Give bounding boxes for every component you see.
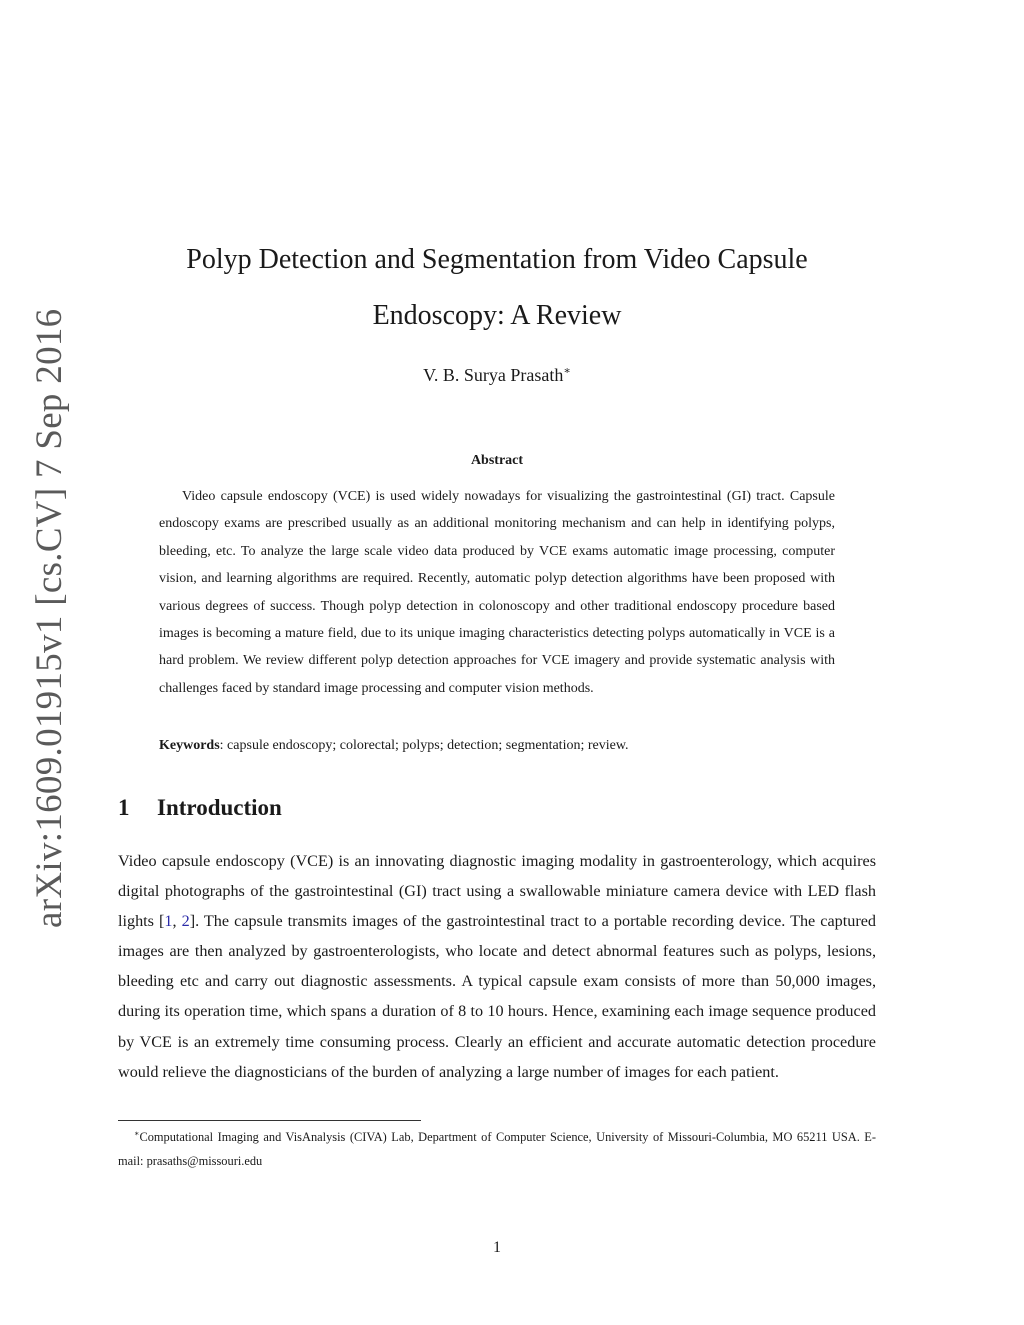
footnote-text: Computational Imaging and VisAnalysis (CIVA) Lab, Department of Computer Science, University of Missouri-Columbia, MO 65211 USA. E-mail: prasaths@missouri.edu xyxy=(118,1130,876,1168)
footnote-divider xyxy=(118,1120,421,1121)
intro-text-after-citation: ]. The capsule transmits images of the gastrointestinal tract to a portable recording device. The captured images are then analyzed by gastroenterologists, who locate and detect abnormal features such as polyps, lesions, bleeding etc and carry out diagnostic assessments. A typical capsule exam consists of more than 50,000 images, during its operation time, which spans a duration of 8 to 10 hours. Hence, examining each image sequence produced by VCE is an extremely time consuming process. Clearly an efficient and accurate automatic detection procedure would relieve the diagnosticians of the burden of analyzing a large number of images for each patient. xyxy=(118,912,877,1081)
arxiv-identifier-stamp: arXiv:1609.01915v1 [cs.CV] 7 Sep 2016 xyxy=(29,308,70,928)
paper-title xyxy=(0,232,994,344)
section-number: 1 xyxy=(118,795,130,820)
section-heading-introduction xyxy=(118,795,282,821)
footnote-marker: ∗ xyxy=(134,1129,140,1138)
introduction-paragraph xyxy=(118,846,876,1087)
title-line-1: Polyp Detection and Segmentation from Video Capsule xyxy=(186,244,808,275)
author-affiliation-footnote xyxy=(118,1122,876,1173)
author-line xyxy=(0,364,994,386)
author-name: V. B. Surya Prasath xyxy=(423,365,564,385)
citation-separator: , xyxy=(172,912,182,931)
title-line-2: Endoscopy: A Review xyxy=(372,300,622,331)
abstract-body: Video capsule endoscopy (VCE) is used widely nowadays for visualizing the gastrointestinal (GI) tract. Capsule endoscopy exams are prescribed usually as an additional monitoring mechanism and can help in identifying polyps, bleeding, etc. To analyze the large scale video data produced by VCE exams automatic image processing, computer vision, and learning algorithms are required. Recently, automatic polyp detection algorithms have been proposed with various degrees of success. Though polyp detection in colonoscopy and other traditional endoscopy procedure based images is becoming a mature field, due to its unique imaging characteristics detecting polyps automatically in VCE is a hard problem. We review different polyp detection approaches for VCE imagery and provide systematic analysis with challenges faced by standard image processing and computer vision methods. xyxy=(159,489,835,696)
page-number: 1 xyxy=(493,1239,501,1256)
intro-text-before-citation: Video capsule endoscopy (VCE) is an innovating diagnostic imaging modality in gastroenterology, which acquires digital photographs of the gastrointestinal (GI) tract using a swallowable miniature camera device with LED flash lights [ xyxy=(118,852,876,931)
section-title: Introduction xyxy=(157,795,282,820)
citation-link-1[interactable]: 1 xyxy=(164,912,173,931)
keywords-text: : capsule endoscopy; colorectal; polyps; detection; segmentation; review. xyxy=(219,738,629,753)
keywords-label: Keywords xyxy=(159,738,220,753)
abstract-heading: Abstract xyxy=(470,453,524,468)
citation-link-2[interactable]: 2 xyxy=(181,912,190,931)
keywords-line xyxy=(159,732,835,759)
author-footnote-marker[interactable]: ∗ xyxy=(563,365,571,377)
